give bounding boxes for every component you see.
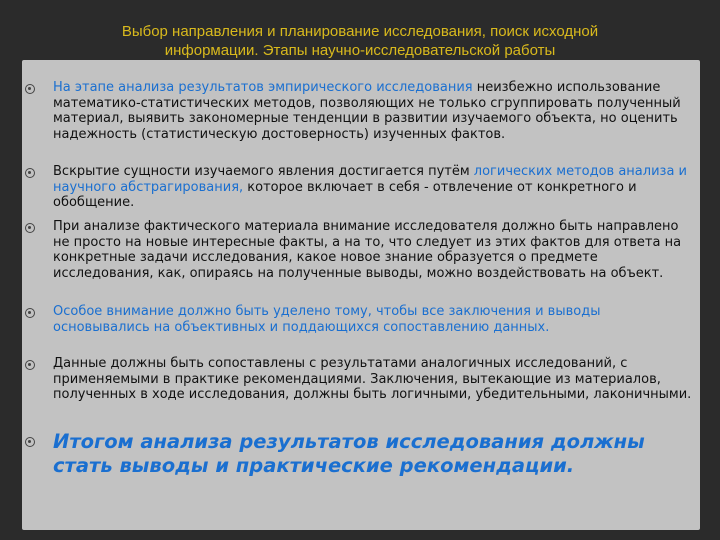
- bullet-text-1: [53, 80, 698, 142]
- bullet-text-5: Данные должны быть сопоставлены с результатами аналогичных исследований, с применяемыми в практике рекомендациями. Заключения, вытекающие из материалов, полученных в ходе исследования, должны быть логичными, убедительными, лаконичными.: [53, 356, 692, 403]
- bullet-rest-2: которое включает в себя - отвлечение от конкретного и обобщение.: [53, 179, 637, 211]
- content-panel: [22, 60, 700, 530]
- bullet-highlight-2: логических методов анализа и научного абстрагирования,: [53, 164, 687, 195]
- title-line-2: информации. Этапы научно-исследовательской работы: [164, 42, 556, 59]
- bullet-text-2: [53, 164, 698, 211]
- slide-title: [0, 22, 720, 60]
- bullet-highlight-1: На этапе анализа результатов эмпирического исследования: [53, 80, 473, 95]
- circle-bullet-icon: [25, 437, 35, 447]
- title-line-1: Выбор направления и планирование исследования, поиск исходной: [121, 23, 599, 40]
- bullet-pre-2: Вскрытие сущности изучаемого явления достигается путём: [53, 164, 474, 179]
- circle-bullet-icon: [25, 360, 35, 370]
- bullet-text-6: Итогом анализа результатов исследования должны стать выводы и практические рекомендации.: [53, 430, 645, 477]
- bullet-rest-1: неизбежно использование математико-статистических методов, позволяющих не только сгруппировать полученный материал, выявить закономерные тенденции в развитии изучаемого объекта, но оценить надежность (статистическую достоверность) изученных фактов.: [53, 80, 681, 142]
- circle-bullet-icon: [25, 308, 35, 318]
- circle-bullet-icon: [25, 84, 35, 94]
- bullet-text-4: Особое внимание должно быть уделено тому, чтобы все заключения и выводы основывались на объективных и поддающихся сопоставлению данных.: [53, 304, 601, 335]
- circle-bullet-icon: [25, 168, 35, 178]
- circle-bullet-icon: [25, 223, 35, 233]
- bullet-text-3: При анализе фактического материала внимание исследователя должно быть направлено не просто на новые интересные факты, а на то, что следует из этих фактов для ответа на конкретные задачи исследования, какое новое знание образуется о предмете исследования, как, опираясь на полученные выводы, можно воздействовать на объект.: [53, 219, 682, 281]
